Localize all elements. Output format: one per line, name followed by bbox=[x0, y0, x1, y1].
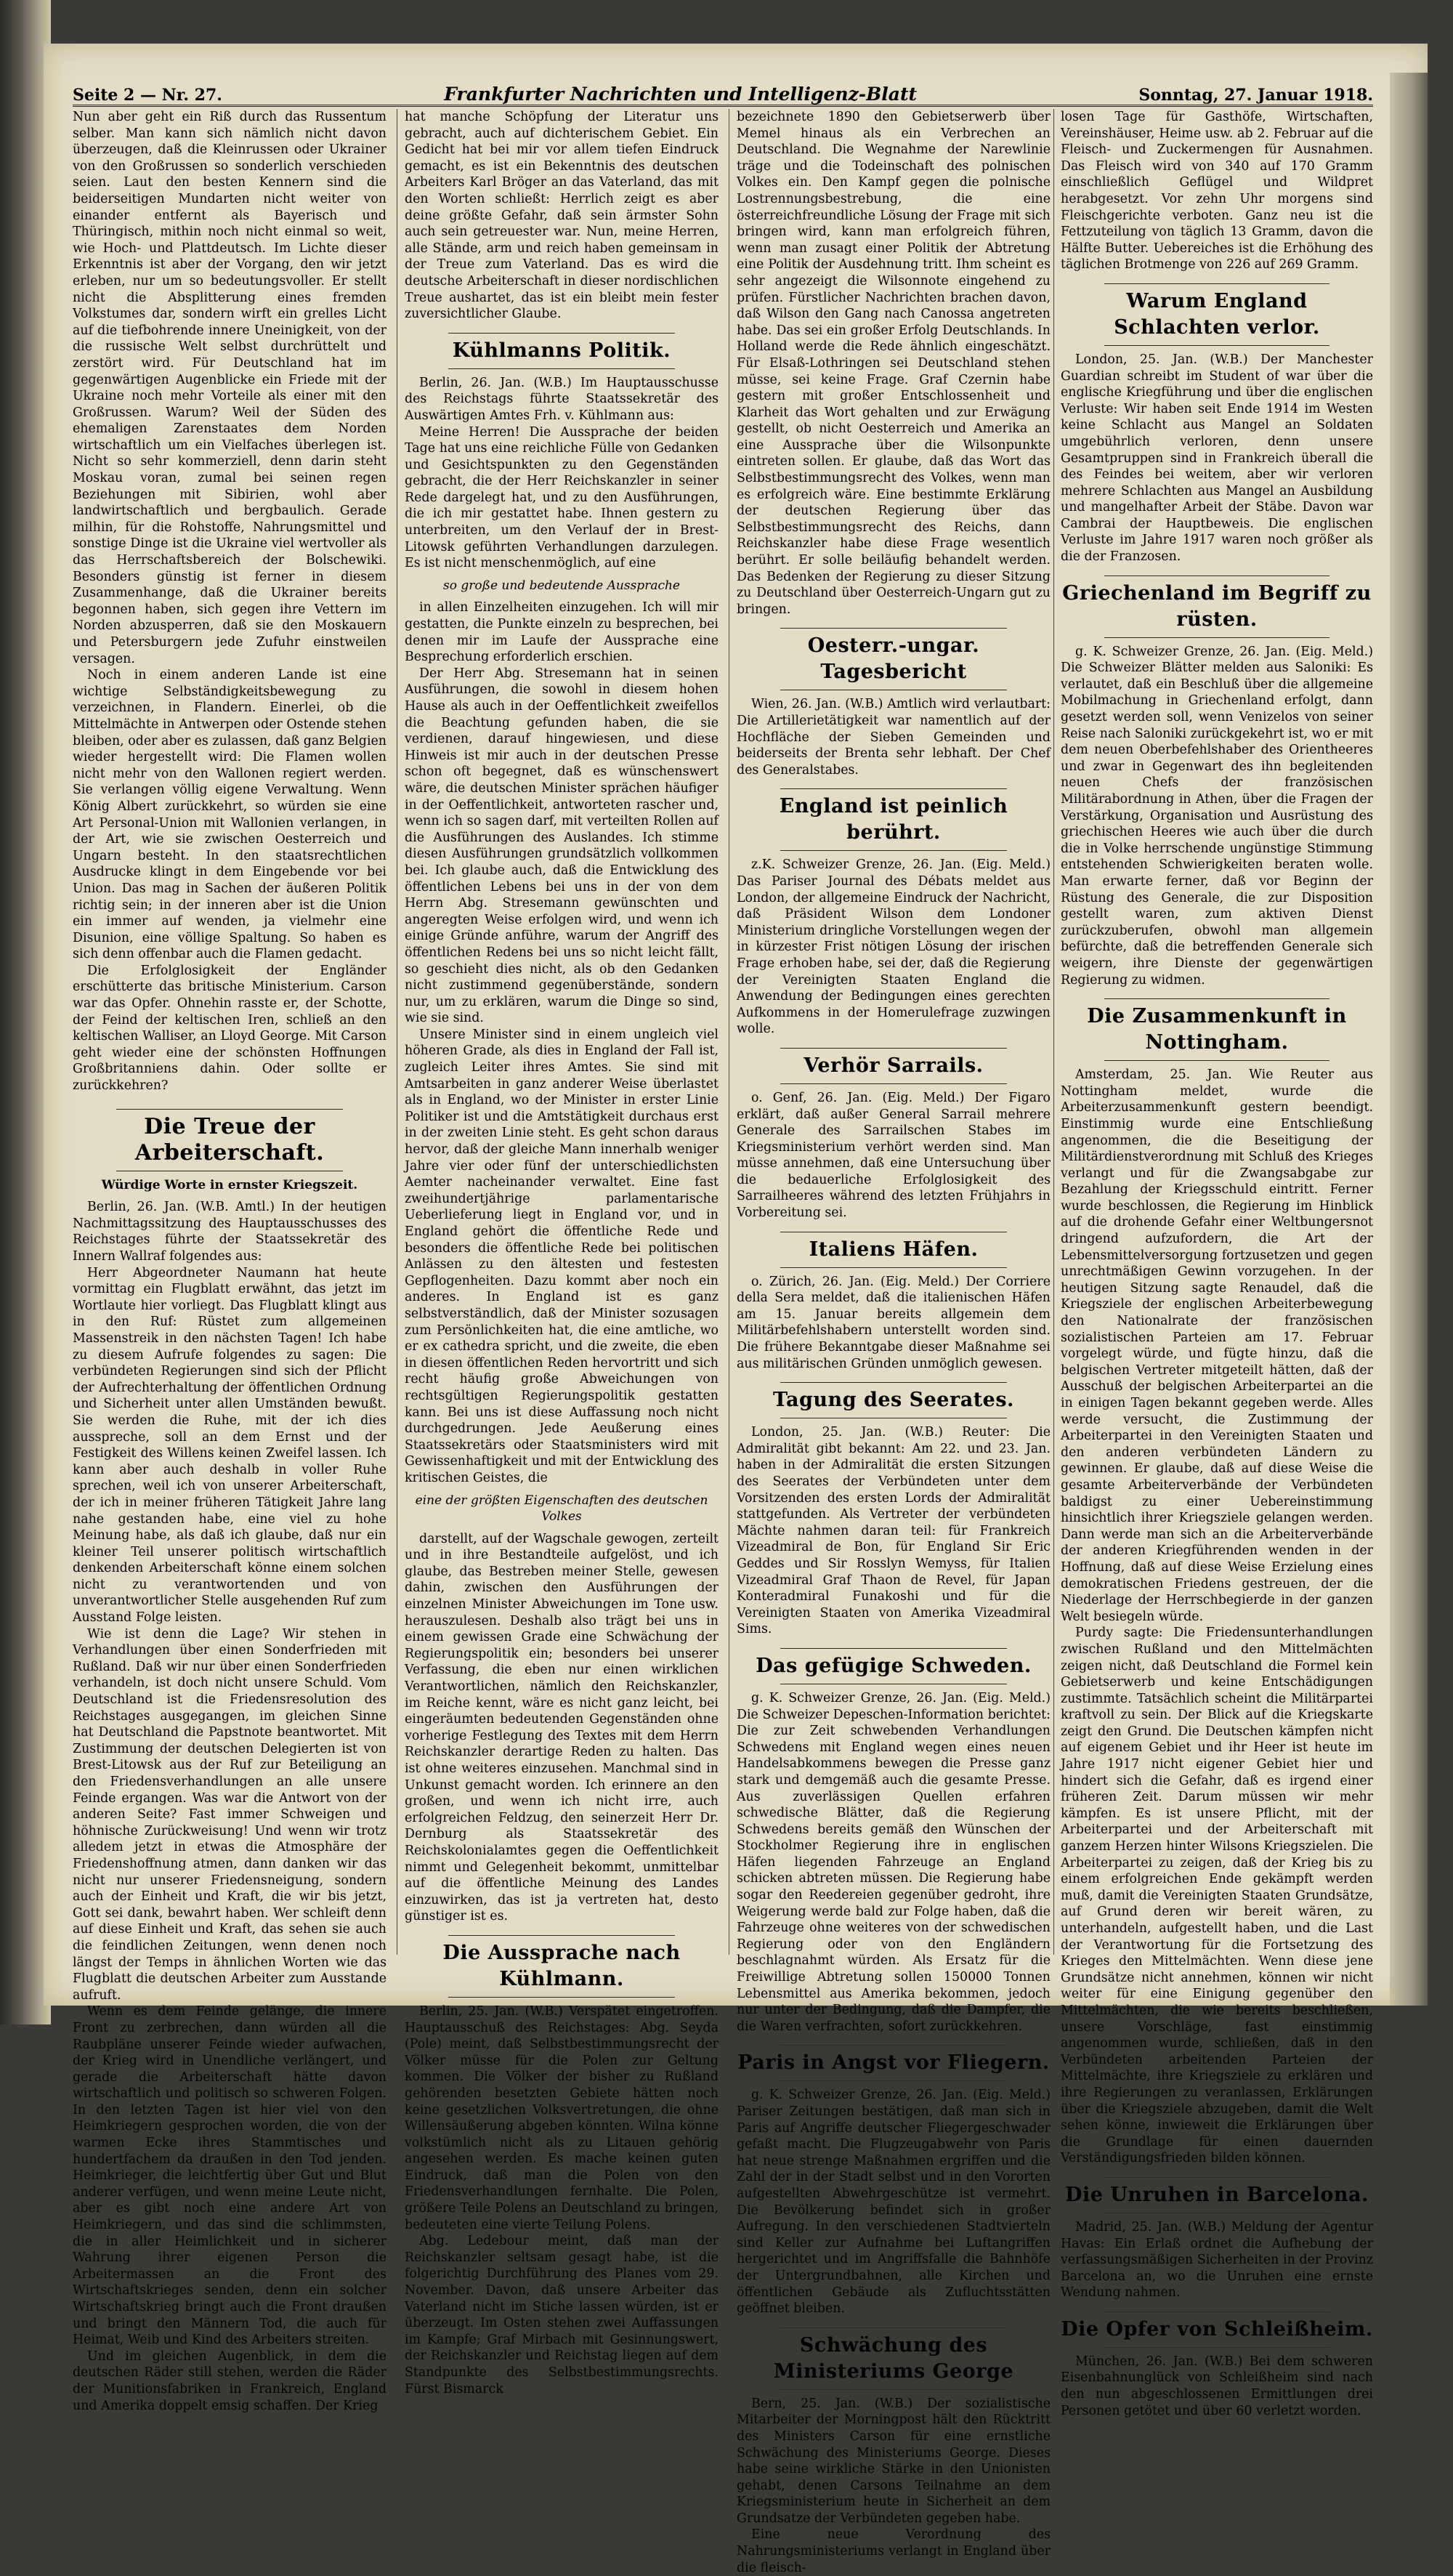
paragraph: bezeichnete 1890 den Gebietserwerb über Memel hinaus als ein Verbrechen an Deutschland. Die Wegnahme der Narewlinie träge und die Todeinschaft des polnischen Volkes ein. Den Kampf gegen die polnische Lostrennungsbestrebung, die eine österreichfreundliche Lösung der Frage mit sich bringen wird, kann man erfolgreich führen, wenn man zusagt einer Politik der Abtretung eine Politik der Ausdehnung tritt. Ihm scheint es sehr angezeigt die Wilsonnote eingehend zu prüfen. Fürstlicher Nachrichten brachen davon, daß Wilson den Gang nach Canossa angetreten habe. Das sei ein großer Erfolg Deutschlands. In Holland werde die Rede ähnlich eingeschätzt. Für Elsaß-Lothringen sei Deutschland stehen müsse, sei keine Frage. Graf Czernin habe gestern mit großer Entschlossenheit und Klarheit das Wort gehalten und zur Erwägung gestellt, ob nicht Oesterreich und Amerika an eine Aussprache über die Wilsonpunkte eintreten sollen. Er glaube, daß das Wort das Selbstbestimmungsrecht des Volkes, wenn man es erfolgreich wäre. Eine bestimmte Erklärung der deutschen Regierung über das Selbstbestimmungsrecht des Reichs, dann Reichskanzler habe diese Frage wesentlich berührt. Er solle beiläufig behandelt werden. Das Bedenken der Regierung zu dieser Sitzung zu Deutschland über Oesterreich-Ungarn gut zu bringen. bbox=[737, 110, 1051, 617]
paragraph: in allen Einzelheiten einzugehen. Ich will mir gestatten, die Punkte einzeln zu besprechen, bei denen mir im Laufe der Aussprache eine Besprechung erforderlich erschien. bbox=[405, 600, 719, 665]
paragraph: losen Tage für Gasthöfe, Wirtschaften, Vereinshäuser, Heime usw. ab 2. Februar auf die Fleisch- und Zuckermengen für Ausnahmen. Das Fleisch wird von 340 auf 170 Gramm einschließlich Geflügel und Wildpret herabgesetzt. Vor zehn Uhr morgens sind Fleischgerichte verboten. Ganz neu ist die Fettzuteilung von täglich 13 Gramm, davon die Hälfte Butter. Uebereiches ist die Erhöhung des täglichen Brotmenge von 226 auf 269 Gramm. bbox=[1061, 110, 1373, 272]
column-4 bbox=[1061, 109, 1373, 2418]
paragraph: London, 25. Jan. (W.B.) Der Manchester Guardian schreibt im Student of war über die englische Kriegführung und über die englischen Verluste: Wir haben seit Ende 1914 im Westen keine Schlacht aus Mangel an Soldaten umgebührlich verloren, denn unsere Gesamtpruppen sind in Frankreich überall die des Feindes bei weitem, aber wir verloren mehrere Schlachten aus Mangel an Ausbildung und mangelhafter Arbeit der Stäbe. Davon war Cambrai der Hauptbeweis. Die englischen Verluste im Jahre 1917 waren noch größer als die der Franzosen. bbox=[1061, 352, 1373, 565]
paragraph: Und im gleichen Augenblick, in dem die deutschen Räder still stehen, werden die Räder der Munitionsfabriken in Frankreich, England und Amerika doppelt emsig schaffen. Der Krieg bbox=[73, 2349, 386, 2413]
paragraph: hat manche Schöpfung der Literatur uns gebracht, auch auf dichterischem Gebiet. Ein Gedicht hat bei mir vor allem tiefen Eindruck gemacht, es ist ein Bekenntnis des deutschen Arbeiters Karl Bröger an das Vaterland, das mit den Worten schließt: Herrlich zeigt es aber deine größte Gefahr, daß sein ärmster Sohn auch sein getreuester war. Nun, meine Herren, alle Stände, arm und reich haben gemeinsam in der Treue zum Vaterland. Das es wird die deutsche Arbeiterschaft in dieser nordischlichen Treue aushartet, das ist ein bleibt mein fester zuversichtlicher Glaube. bbox=[405, 110, 719, 322]
headline-griechenland: Griechenland im Begriff zu rüsten. bbox=[1061, 576, 1373, 638]
paragraph: o. Zürich, 26. Jan. (Eig. Meld.) Der Corriere della Sera meldet, daß die italienischen Häfen am 15. Januar bereits allgemein dem Militärbefehlshabern unterstellt worden sind. Die frühere Bekanntgabe dieser Maßnahme sei aus militärischen Gründen unmöglich gewesen. bbox=[737, 1274, 1051, 1371]
headline-oesterr: Oesterr.-ungar. Tagesbericht bbox=[737, 628, 1051, 690]
paragraph: Unsere Minister sind in einem ungleich viel höheren Grade, als dies in England der Fall ist, zugleich Leiter ihres Amtes. Sie sind mit Amtsarbeiten in ganz anderer Weise überlastet als in England, wo der Minister in erster Linie Politiker ist und die Amtstätigkeit durchaus erst in der zweiten Linie steht. Es geht schon daraus hervor, daß der gleiche Mann innerhalb weniger Jahre vier oder fünf der unterschiedlichsten Aemter nacheinander verwaltet. Eine fast zweihundertjährige parlamentarische Ueberlieferung liegt in England vor, und in England gehört die öffentliche Rede und besonders die öffentliche Rede bei politischen Anlässen zu den ältesten und festesten Gepflogenheiten. Dazu kommt aber noch ein anderes. In England ist es ganz selbstverständlich, daß der Minister sozusagen zum Persönlichkeiten hat, die eine amtliche, wo er ex cathedra spricht, und die zweite, die eben in diesen öffentlichen Reden hervortritt und sich recht häufig große Abweichungen von rechtsgültigen Regierungspolitik gestatten kann. Bei uns ist diese Auffassung noch nicht durchgedrungen. Jede Aeußerung eines Staatssekretärs oder Staatsministers wird mit Gewissenhaftigkeit und mit der Entwicklung des kritischen Geistes, die bbox=[405, 1027, 719, 1485]
paragraph: Berlin, 25. Jan. (W.B.) Verspätet eingetroffen. Hauptausschuß des Reichstages: Abg. Seyda (Pole) meint, daß Selbstbestimmungsrecht der Völker müsse für die Polen zur Geltung kommen. Die Völker der bisher zu Rußland gehörenden besetzten Gebiete hätten noch keine gesetzlichen Volksvertretungen, die ohne Willensäußerung abgeben könnten. Wilna könne volkstümlich nicht als zu Litauen gehörig angesehen werden. Es mache keinen guten Eindruck, daß man die Polen von den Friedensverhandlungen fernhalte. Die Polen, größere Teile Polens an Deutschland zu bringen, bedeuteten eine vierte Teilung Polens. bbox=[405, 2003, 719, 2232]
paragraph: Wenn es dem Feinde gelänge, die innere Front zu zerbrechen, dann würden all die Raubpläne unserer Feinde wieder aufwachen, der Krieg wird in Unendliche verlängert, und gerade die Arbeiterschaft hätte davon wirtschaftlich und politisch so schweren Folgen. In den letzten Tagen ist hier viel von den Heimkriegern gesprochen worden, die von der warmen Ecke ihres Stammtisches und hundertfachem da draußen in den Tod jenden. Heimkrieger, die leichtfertig über Gut und Blut anderer verfügen, und wenn meine Leute nicht, aber es gibt noch eine andere Art von Heimkriegern, und das sind die schlimmsten, die in aller Heimlichkeit und in sicherer Wahrung ihrer eigenen Person die Arbeitermassen an die Front des Wirtschaftskrieges senden, denn ein solcher Wirtschaftskrieg bringt auch die Front draußen und bringt den Männern Tod, die auch für Heimat, Weib und Kind des Arbeiters streiten. bbox=[73, 2004, 386, 2348]
paragraph: Meine Herren! Die Aussprache der beiden Tage hat uns eine reichliche Fülle von Gedanken und Gesichtspunkten zu den Gegenständen gebracht, die der Herr Reichskanzler in seiner Rede dargelegt hat, und zu den Ausführungen, die ich mir gestattet habe. Ihnen gestern zu unterbreiten, um den Verlauf der in Brest-Litowsk geführten Verhandlungen darzulegen. Es ist nicht menschenmöglich, auf eine bbox=[405, 424, 719, 571]
paragraph: darstellt, auf der Wagschale gewogen, zerteilt und in ihre Bestandteile aufgelöst, und ich glaube, das Bestreben meiner Stelle, gewesen dahin, zwischen den Ausführungen der einzelnen Minister Abweichungen im Tone usw. herauszulesen. Deshalb also trägt bei uns in einem gewissen Grade eine Schwächung der Regierungspolitik ein; besonders bei unserer Verfassung, die eben nur einen wirklichen Verantwortlichen, nämlich den Reichskanzler, im Reiche kennt, wäre es nicht ganz leicht, bei eingeräumten bedeutenden Gegenständen ohne vorherige Festlegung des Textes mit dem Herrn Reichskanzler derartige Reden zu halten. Das ist ohne weiteres einzusehen. Manchmal sind in Unkunst gemacht worden. Ich erinnere an den großen, und wenn ich nicht irre, auch erfolgreichen Feldzug, den seinerzeit Herr Dr. Dernburg als Staatssekretär des Reichskolonialamtes gegen die Oeffentlichkeit nimmt und Gelegenheit bekommt, unmittelbar auf die öffentliche Meinung des Landes einzuwirken, das ist ja vertreten hat, desto günstiger ist es. bbox=[405, 1531, 719, 1924]
header-masthead: Frankfurter Nachrichten und Intelligenz-Blatt bbox=[444, 84, 918, 105]
headline-sarrail: Verhör Sarrails. bbox=[737, 1048, 1051, 1084]
column-1 bbox=[73, 109, 386, 2413]
column-rule bbox=[1053, 109, 1054, 1955]
paragraph: Bern, 25. Jan. (W.B.) Der sozialistische Mitarbeiter der Morningpost hält den Rücktritt des Ministers Carson für eine ernstliche Schwächung des Ministeriums George. Dieses habe seine wirkliche Stärke in den Unionisten gehabt, denen Carsons Teilnahme an dem Kriegsministerium heute in Sicherheit an dem Grundsatze der Verbündeten gegeben habe. bbox=[737, 2396, 1051, 2526]
paragraph: g. K. Schweizer Grenze, 26. Jan. (Eig. Meld.) Pariser Zeitungen bestätigen, daß man sich in Paris auf Angriffe deutscher Fliegergeschwader gefaßt macht. Die Flugzeugabwehr von Paris hat neue strenge Maßnahmen ergriffen und die Zahl der in der Stadt selbst und in den Vororten aufgestellten Abwehrgeschütze ist vermehrt. Die Bevölkerung befindet sich in großer Aufregung. In den verschiedenen Stadtvierteln sind Keller zur Aufnahme bei Luftangriffen hergerichtet und im Angriffsfalle die Bahnhöfe der Untergrundbahnen, alle Kirchen und öffentlichen Gebäude als Zufluchtsstätten geöffnet bleiben. bbox=[737, 2088, 1051, 2317]
paragraph: Noch in einem anderen Lande ist eine wichtige Selbständigkeitsbewegung zu verzeichnen, in Flandern. Einerlei, ob die Mittelmächte in Antwerpen oder Ostende stehen bleiben, oder aber es zulassen, daß ganz Belgien wieder hergestellt wird: Die Flamen wollen nicht mehr von den Wallonen regiert werden. Sie verlangen völlig eigene Verwaltung. Wenn König Albert zurückkehrt, so würden sie eine Art Personal-Union mit Wallonien verlangen, in der Art, wie sie zwischen Oesterreich und Ungarn besteht. In den staatsrechtlichen Ausdrucke klingt in dem Eingebende vor bei Union. Das mag in Sachen der äußeren Politik richtig sein; in der inneren aber ist die Union ein immer auf wenden, ja vielmehr eine Disunion, eine völlige Spaltung. So haben es sich denn offenbar auch die Flamen gedacht. bbox=[73, 668, 386, 962]
paragraph: o. Genf, 26. Jan. (Eig. Meld.) Der Figaro erklärt, daß außer General Sarrail mehrere Generale des Sarrailschen Stabes im Kriegsministerium verhört werden sind. Man müsse annehmen, daß eine Untersuchung über die bedauerliche Erfolglosigkeit des Sarrailheeres während des letzten Frühjahrs in Vorbereitung sei. bbox=[737, 1090, 1051, 1221]
column-3 bbox=[737, 109, 1051, 2575]
paragraph: Madrid, 25. Jan. (W.B.) Meldung der Agentur Havas: Ein Erlaß ordnet die Aufhebung der verfassungsmäßigen Sicherheiten in der Provinz Barcelona an, wo die Unruhen eine ernste Wendung nahmen. bbox=[1061, 2219, 1373, 2301]
paragraph: München, 26. Jan. (W.B.) Bei dem schweren Eisenbahnunglück von Schleißheim sind nach den nun abgeschlossenen Ermittlungen drei Personen getötet und über 60 verletzt worden. bbox=[1061, 2354, 1373, 2418]
paragraph: Abg. Ledebour meint, daß man der Reichskanzler seltsam gesagt habe, ist die folgerichtig Durchführung des Planes vom 29. November. Davon, daß unsere Arbeiter das Vaterland nicht im Stiche lassen würden, ist er überzeugt. Im Osten stehen zwei Auffassungen im Kampfe; Graf Mirbach mit Gesinnungswert, der Reichskanzler und Reichstag liegen auf dem Standpunkte des Selbstbestimmungsrechts. Fürst Bismarck bbox=[405, 2234, 719, 2397]
headline-england: England ist peinlich berührt. bbox=[737, 788, 1051, 851]
paragraph: London, 25. Jan. (W.B.) Reuter: Die Admiralität gibt bekannt: Am 22. und 23. Jan. haben in der Admiralität die ersten Sitzungen des Seerates der Verbündeten unter dem Vorsitzenden des ersten Lords der Admiralität stattgefunden. Als Vertreter der verbündeten Mächte nahmen daran teil: für Frankreich Vizeadmiral de Bon, für England Sir Eric Geddes und Sir Rosslyn Wemyss, für Italien Vizeadmiral Graf Thaon de Revel, für Japan Konteradmiral Funakoshi und für die Vereinigten Staaten von Amerika Vizeadmiral Sims. bbox=[737, 1425, 1051, 1637]
paragraph: Eine neue Verordnung des Nahrungsministeriums verlangt in England über die fleisch- bbox=[737, 2527, 1051, 2575]
paragraph: Herr Abgeordneter Naumann hat heute vormittag ein Flugblatt erwähnt, das jetzt im Wortlaute hier vorliegt. Das Flugblatt klingt aus in den Ruf: Rüstet zum allgemeinen Massenstreik in den nächsten Tagen! Ich habe zu diesem Aufrufe folgendes zu sagen: Die verbündeten Regierungen sind sich der Pflicht der Aufrechterhaltung der öffentlichen Ordnung und Sicherheit unter allen Umständen bewußt. Sie werden die Ruhe, mit der ich dies ausspreche, soll an dem Ernst und der Festigkeit des Willens keinen Zweifel lassen. Ich kann aber auch deshalb in voller Ruhe sprechen, weil ich von unserer Arbeiterschaft, der ich in meiner früheren Tätigkeit Jahre lang nahe gestanden habe, eine viel zu hohe Meinung habe, als daß ich glaube, daß nur ein kleiner Teil unserer politisch wirtschaftlich denkenden Arbeiterschaft könne einem solchen nicht zu verantwortenden und von unverantwortlicher Stelle ausgehenden Ruf zum Ausstand Folge leisten. bbox=[73, 1265, 386, 1626]
paragraph: Berlin, 26. Jan. (W.B.) Im Hauptausschusse des Reichstags führte Staatssekretär des Auswärtigen Amtes Frh. v. Kühlmann aus: bbox=[405, 375, 719, 423]
paragraph: Der Herr Abg. Stresemann hat in seinen Ausführungen, die sowohl in diesem hohen Hause als auch in der Oeffentlichkeit zweifellos die Beachtung gefunden haben, die sie verdienen, darauf hingewiesen, und diese Hinweis ist mir auch in der deutschen Presse schon oft begegnet, daß es wünschenswert wäre, die deutschen Minister sprächen häufiger in der Oeffentlichkeit, antworteten rascher und, wenn ich so sagen darf, mit verteilten Rollen auf die Ausführungen des Auslandes. Ich stimme diesen Ausführungen grundsätzlich vollkommen bei. Ich glaube auch, daß die Entwicklung des öffentlichen Lebens bei uns in der von dem Herrn Abg. Stresemann gewünschten und angeregten Weise erfolgen wird, und wenn ich einige Gründe anführe, warum der Angriff des öffentlichen Redens bei uns so nicht leicht fällt, so geschieht dies nicht, als ob den Gedanken nicht zustimmend gegenüberstände, sondern nur, um zu erklären, warum die Dinge so sind, wie sie sind. bbox=[405, 666, 719, 1026]
headline-warum: Warum England Schlachten verlor. bbox=[1061, 283, 1373, 346]
paragraph: Nun aber geht ein Riß durch das Russentum selber. Man kann sich nämlich nicht davon überzeugen, daß die Kleinrussen oder Ukrainer von den Großrussen so sonderlich verschieden seien. Laut den besten Kennern sind die beiderseitigen Mundarten nicht weiter von einander entfernt als Bayerisch und Thüringisch, mithin noch nicht einmal so weit, wie Hoch- und Plattdeutsch. Im Lichte dieser Erkenntnis ist aber der Vorgang, den wir jetzt erleben, nur um so bedeutungsvoller. Er stellt nicht die Absplitterung eines fremden Volkstumes dar, sondern wirft ein grelles Licht auf die tiefbohrende innere Uneinigkeit, von der die russische Welt selbst durchrüttelt und zerstört wird. Für Deutschland hat im gegenwärtigen Augenblicke ein Friede mit der Ukraine noch mehr Vorteile als einer mit den Großrussen. Warum? Weil der Süden des ehemaligen Zarenstaates dem Norden wirtschaftlich um ein Vielfaches überlegen ist. Nicht so sehr kommerziell, denn darin steht Moskau voran, zumal bei seinen regen Beziehungen mit Sibirien, wohl aber landwirtschaftlich und bergbaulich. Gerade milhin, für die Rohstoffe, Nahrungsmittel und sonstige Dinge ist die Ukraine viel wertvoller als das Herrschaftsbereich der Bolschewiki. Besonders günstig ist ferner in diesem Zusammenhange, daß die Ukrainer bereits begonnen haben, sich gegen ihre Vettern im Norden abzusperren, daß sie den Moskauern und Petersburgern jede Zufuhr einstweilen versagen. bbox=[73, 110, 386, 666]
headline-treue: Die Treue der Arbeiterschaft. bbox=[73, 1109, 386, 1171]
paragraph: Wie ist denn die Lage? Wir stehen in Verhandlungen über einen Sonderfrieden mit Rußland. Daß wir nur über einen Sonderfrieden verhandeln, ist doch nicht unsere Schuld. Vom Deutschland ist die Friedensresolution des Reichstages ausgegangen, im gleichen Sinne hat Deutschland die Papstnote beantwortet. Mit Zustimmung der deutschen Delegierten ist von Brest-Litowsk aus der Ruf zur Beteiligung an den Friedensverhandlungen an alle unsere Feinde ergangen. Was war die Antwort von der anderen Seite? Fast immer Schweigen und höhnische Zurückweisung! Und wenn wir trotz alledem jetzt in etwas die Atmosphäre der Friedenshoffnung atmen, dann danken wir das nicht nur unserer Friedensneigung, sondern auch der Einheit und Kraft, die wir bis jetzt, Gott sei dank, bewahrt haben. Wer schleift denn auf diese Einheit und Kraft, das sehen sie auch die feindlichen Zeitungen, wenn denen noch längst der Temps in ähnlichen Worten wie das Flugblatt die deutschen Arbeiter zum Ausstande aufruft. bbox=[73, 1626, 386, 2003]
column-2 bbox=[405, 109, 719, 2397]
page-edge-stack bbox=[1390, 73, 1428, 2006]
paragraph: g. K. Schweizer Grenze, 26. Jan. (Eig. Meld.) Die Schweizer Blätter melden aus Saloniki: Es verlautet, daß ein Beschluß über die allgemeine Mobilmachung in Griechenland erfolgt, dann gesetzt werden soll, wenn Venizelos von seiner Reise nach Saloniki zurückgekehrt ist, wo er mit dem neuen Oberbefehlshaber des Orientheeres und zwar in Gegenwart des ihn begleitenden neuen Chefs der französischen Militärabordnung in Athen, über die Fragen der Verstärkung, Organisation und Ausrüstung des griechischen Heeres wie auch über die durch die in Volke herrschende ungünstige Stimmung entstehenden Schwierigkeiten beraten wolle. Man erwarte ferner, daß vor Beginn der Rüstung des Generale, die zur Disposition gestellt waren, zum aktiven Dienst zurückzuberufen, obwohl man allgemein befürchte, daß die betreffenden Generale sich weigern, ihre Dienste der gegenwärtigen Regierung zu widmen. bbox=[1061, 644, 1373, 988]
paragraph: g. K. Schweizer Grenze, 26. Jan. (Eig. Meld.) Die Schweizer Depeschen-Information berichtet: Die zur Zeit schwebenden Verhandlungen Schwedens mit England wegen eines neuen Handelsabkommens bewegen die Presse ganz stark und demgemäß auch die gesamte Presse. Aus zuverlässigen Quellen erfahren schwedische Blätter, daß die Regierung Schwedens bereits gemäß den Wünschen der Stockholmer Regierung ihre in englischen Häfen liegenden Fahrzeuge an England schicken abtreten müssen. Die Regierung habe sogar den Reedereien gegenüber gedroht, ihre Weigerung werde bald zur Folge haben, daß die Fahrzeuge ohne weiteres von der schwedischen Regierung oder von den Engländern beschlagnahmt würden. Als Ersatz für die Freiwillige Abtretung sollen 150000 Tonnen Lebensmittel aus Amerika bekommen, jedoch nur unter der Bedingung, daß die Dampfer, die die Waren verfrachten, sofort zurückkehren. bbox=[737, 1690, 1051, 2034]
headline-paris: Paris in Angst vor Fliegern. bbox=[737, 2045, 1051, 2081]
paragraph: Die Erfolglosigkeit der Engländer erschütterte das britische Ministerium. Carson war das Opfer. Ohnehin rasste er, der Schotte, der Feind der keltischen Iren, schließ an den keltischen Walliser, an Lloyd George. Mit Carson geht wieder eine der schönsten Hoffnungen Großbritanniens dahin. Oder sollte er zurückkehren? bbox=[73, 963, 386, 1094]
header-date: Sonntag, 27. Januar 1918. bbox=[1138, 86, 1373, 105]
paragraph: Amsterdam, 25. Jan. Wie Reuter aus Nottingham meldet, wurde die Arbeiterzusammenkunft gestern beendigt. Einstimmig wurde eine Entschließung angenommen, die die Beseitigung der Militärdienstverordnung mit Schluß des Krieges verlangt und für die Zwangsabgabe zur Bezahlung der Kriegsschuld eintritt. Ferner wurde beschlossen, die Regierung im Hinblick auf die drohende Gefahr einer Weltbungersnot dringend aufzufordern, die Art der Lebensmittelversorgung fortzusetzen und gegen unrechtmäßigen Gewinn vorzugehen. In der heutigen Sitzung sagte Renaudel, daß die Kriegsziele der englischen Arbeiterbewegung den Nationalrate der französischen sozialistischen Parteien am 17. Februar vorgelegt würde, und fügte hinzu, daß die belgischen Vertreter mitgeteilt hätten, daß der Ausschuß der belgischen Arbeiterpartei an die in einigen Tagen bekannt gegeben werde. Alles werde versucht, die Zustimmung der Arbeiterpartei in den Vereinigten Staaten und den anderen verbündeten Ländern zu gewinnen. Er glaube, daß auf diese Weise die gesamte Arbeiterverbände der Verbündeten baldigst zu einer Uebereinstimmung hinsichtlich ihrer Kriegsziele gelangen werden. Dann werde man sich an die Arbeiterverbände der anderen Kriegführenden wenden in der Hoffnung, daß auf diese Weise Erzielung eines demokratischen Friedens gestreuen, der die Niederlage der Herrschbegierde in der ganzen Welt besiegeln würde. bbox=[1061, 1067, 1373, 1624]
headline-italien: Italiens Häfen. bbox=[737, 1232, 1051, 1268]
page-header bbox=[73, 73, 1373, 107]
paragraph: Berlin, 26. Jan. (W.B. Amtl.) In der heutigen Nachmittagssitzung des Hauptausschusses des Reichstages führte der Staatssekretär des Innern Wallraf folgendes aus: bbox=[73, 1200, 386, 1264]
headline-seerat: Tagung des Seerates. bbox=[737, 1382, 1051, 1418]
paragraph: Wien, 26. Jan. (W.B.) Amtlich wird verlautbart: Die Artillerietätigkeit war namentlich auf der Hochfläche der Sieben Gemeinden und beiderseits der Brenta sehr lebhaft. Der Chef des Generalstabes. bbox=[737, 697, 1051, 778]
headline-kuehlmann: Kühlmanns Politik. bbox=[405, 333, 719, 369]
headline-schweden: Das gefügige Schweden. bbox=[737, 1648, 1051, 1684]
paragraph: Purdy sagte: Die Friedensunterhandlungen zwischen Rußland und den Mittelmächten zeigen nicht, daß Deutschland die Formel kein Gebietserwerb und keine Entschädigungen zustimmte. Tatsächlich scheint die Militärpartei kraftvoll zu sein. Der Blick auf die Kriegskarte zeigt den Grund. Die Deutschen kämpfen nicht auf eigenem Gebiet und ihr Heer ist heute im Jahre 1917 nicht eigener Gebiet hier und hindert sich die Gefahr, daß es irgend einer früheren Zeit. Darum müssen wir mehr kämpfen. Es ist unsere Pflicht, mit der Arbeiterpartei und der Arbeiterschaft mit ganzem Herzen hinter Wilsons Kriegszielen. Die Arbeiterpartei zu zeigen, daß der Krieg bis zu einem erfolgreichen Ende gekämpft werden muß, damit die Vereinigten Staaten Grundsätze, auf Grund deren wir bereit wären, zu unterhandeln, aufgestellt haben, und die Last der Verantwortung für die Fortsetzung des Krieges den Mittelmächten. Wenn diese jene Grundsätze nicht annehmen, können wir nicht weiter für eine Einigung gegenüber den Mittelmächten, die wie bereits beschließen, unsere Vorschläge, fast einstimmig angenommen wurde, schließen, daß in den Verbündeten arbeitenden Parteien der Mittelmächte, ihre Kriegsziele zu erklären und ihre Regierungen zu veranlassen, Erklärungen über die Kriegsziele abzugeben, damit die Welt sehen könne, inwieweit die Erklärungen über die Grundlage für einen dauernden Verständigungsfrieden bilden können. bbox=[1061, 1626, 1373, 2166]
interline: eine der größten Eigenschaften des deutschen Volkes bbox=[415, 1493, 708, 1525]
headline-barcelona: Die Unruhen in Barcelona. bbox=[1061, 2177, 1373, 2213]
headline-aussprache: Die Aussprache nach Kühlmann. bbox=[405, 1935, 719, 1998]
headline-nottingham: Die Zusammenkunft in Nottingham. bbox=[1061, 998, 1373, 1061]
header-page-number: Seite 2 — Nr. 27. bbox=[73, 86, 222, 105]
paragraph: z.K. Schweizer Grenze, 26. Jan. (Eig. Meld.) Das Pariser Journal des Débats meldet aus London, der allgemeine Eindruck der Nachricht, daß Präsident Wilson dem Londoner Ministerium dringliche Vorstellungen wegen der in kürzester Frist nötigen Lösung der irischen Frage erhoben habe, sei der, daß die Regierung der Vereinigten Staaten England die Anwendung der Bedingungen eines gerechten Aufkommens in der Homerulefrage zuzwingen wolle. bbox=[737, 857, 1051, 1037]
subheadline: Würdige Worte in ernster Kriegszeit. bbox=[101, 1177, 358, 1192]
headline-schleissheim: Die Opfer von Schleißheim. bbox=[1061, 2311, 1373, 2348]
interline: so große und bedeutende Aussprache bbox=[443, 578, 680, 593]
headline-george: Schwächung des Ministeriums George bbox=[737, 2327, 1051, 2390]
